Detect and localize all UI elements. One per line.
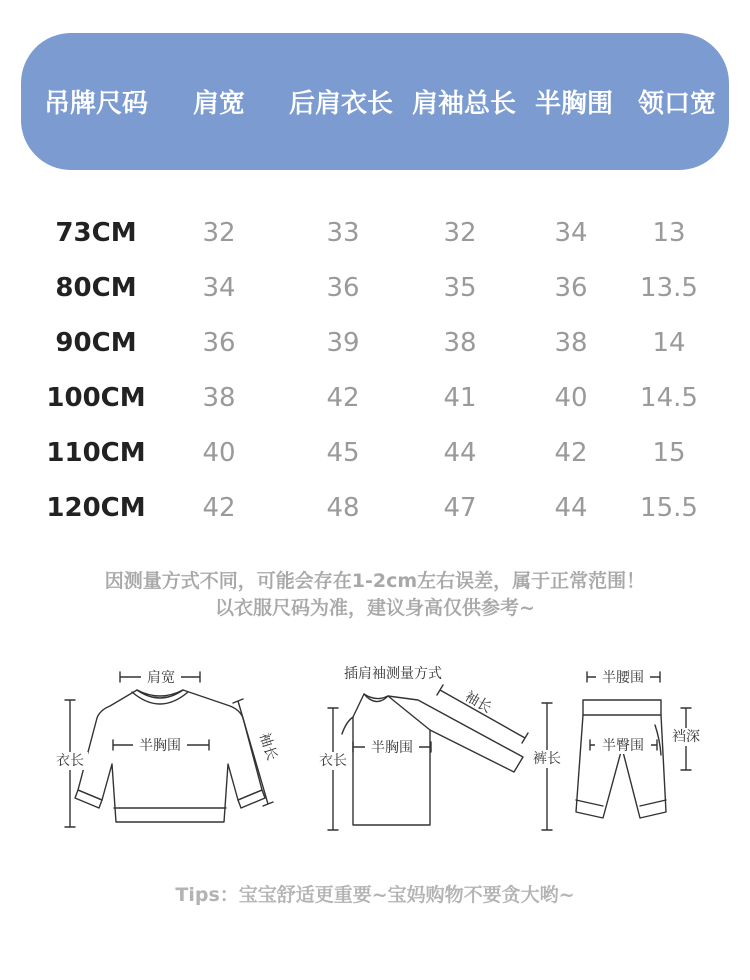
value-cell: 15.5 [640, 493, 698, 523]
value-cell: 45 [326, 438, 360, 468]
raglan-diagram [342, 694, 523, 825]
value-cell: 39 [326, 328, 360, 358]
header-half-chest: 半胸围 [534, 89, 614, 119]
sweater-diagram [75, 690, 265, 822]
value-cell: 32 [443, 218, 477, 248]
value-cell: 34 [202, 273, 236, 303]
table-header [21, 33, 729, 170]
header-shoulder-width: 肩宽 [192, 89, 246, 119]
value-cell: 42 [554, 438, 588, 468]
value-cell: 15 [652, 438, 686, 468]
tips-text: Tips：宝宝舒适更重要~宝妈购物不要贪大哟~ [175, 884, 575, 906]
value-cell: 38 [554, 328, 588, 358]
value-cell: 48 [326, 493, 360, 523]
measurement-note-line2: 以衣服尺码为准，建议身高仅供参考~ [215, 597, 535, 619]
sweater-length-label: 衣长 [56, 753, 84, 769]
value-cell: 47 [443, 493, 477, 523]
value-cell: 42 [202, 493, 236, 523]
value-cell: 13 [652, 218, 686, 248]
value-cell: 36 [554, 273, 588, 303]
value-cell: 38 [202, 383, 236, 413]
header-collar-width: 领口宽 [637, 89, 717, 119]
size-cell: 100CM [46, 383, 146, 413]
value-cell: 32 [202, 218, 236, 248]
table-row [0, 383, 750, 423]
value-cell: 38 [443, 328, 477, 358]
size-cell: 110CM [46, 438, 146, 468]
pants-diagram [576, 700, 666, 818]
table-row [0, 438, 750, 478]
raglan-title-label: 插肩袖测量方式 [344, 666, 442, 682]
sweater-sleeve-label: 袖长 [255, 730, 280, 763]
value-cell: 42 [326, 383, 360, 413]
value-cell: 14 [652, 328, 686, 358]
sweater-shoulder-label: 肩宽 [147, 670, 175, 686]
value-cell: 33 [326, 218, 360, 248]
measurement-diagrams [0, 660, 750, 860]
value-cell: 34 [554, 218, 588, 248]
measurement-note-line1: 因测量方式不同，可能会存在1-2cm左右误差，属于正常范围！ [104, 570, 646, 592]
table-row [0, 218, 750, 258]
raglan-length-label: 衣长 [319, 753, 347, 769]
value-cell: 36 [326, 273, 360, 303]
header-back-length: 后肩衣长 [288, 89, 394, 119]
size-cell: 73CM [55, 218, 137, 248]
raglan-sleeve-label: 袖长 [461, 688, 495, 717]
raglan-chest-label: 半胸围 [371, 740, 413, 756]
pants-rise-label: 裆深 [672, 729, 700, 745]
table-row [0, 273, 750, 313]
pants-length-label: 裤长 [533, 751, 561, 767]
header-tag-size: 吊牌尺码 [43, 89, 149, 119]
sweater-chest-label: 半胸围 [139, 738, 181, 754]
value-cell: 14.5 [640, 383, 698, 413]
value-cell: 36 [202, 328, 236, 358]
table-row [0, 328, 750, 368]
value-cell: 35 [443, 273, 477, 303]
size-cell: 90CM [55, 328, 137, 358]
value-cell: 40 [202, 438, 236, 468]
pants-hip-label: 半臀围 [602, 738, 644, 754]
value-cell: 44 [443, 438, 477, 468]
value-cell: 13.5 [640, 273, 698, 303]
size-cell: 80CM [55, 273, 137, 303]
value-cell: 41 [443, 383, 477, 413]
value-cell: 40 [554, 383, 588, 413]
size-cell: 120CM [46, 493, 146, 523]
table-row [0, 493, 750, 533]
pants-waist-label: 半腰围 [602, 670, 644, 686]
value-cell: 44 [554, 493, 588, 523]
header-sleeve-total: 肩袖总长 [411, 89, 517, 119]
